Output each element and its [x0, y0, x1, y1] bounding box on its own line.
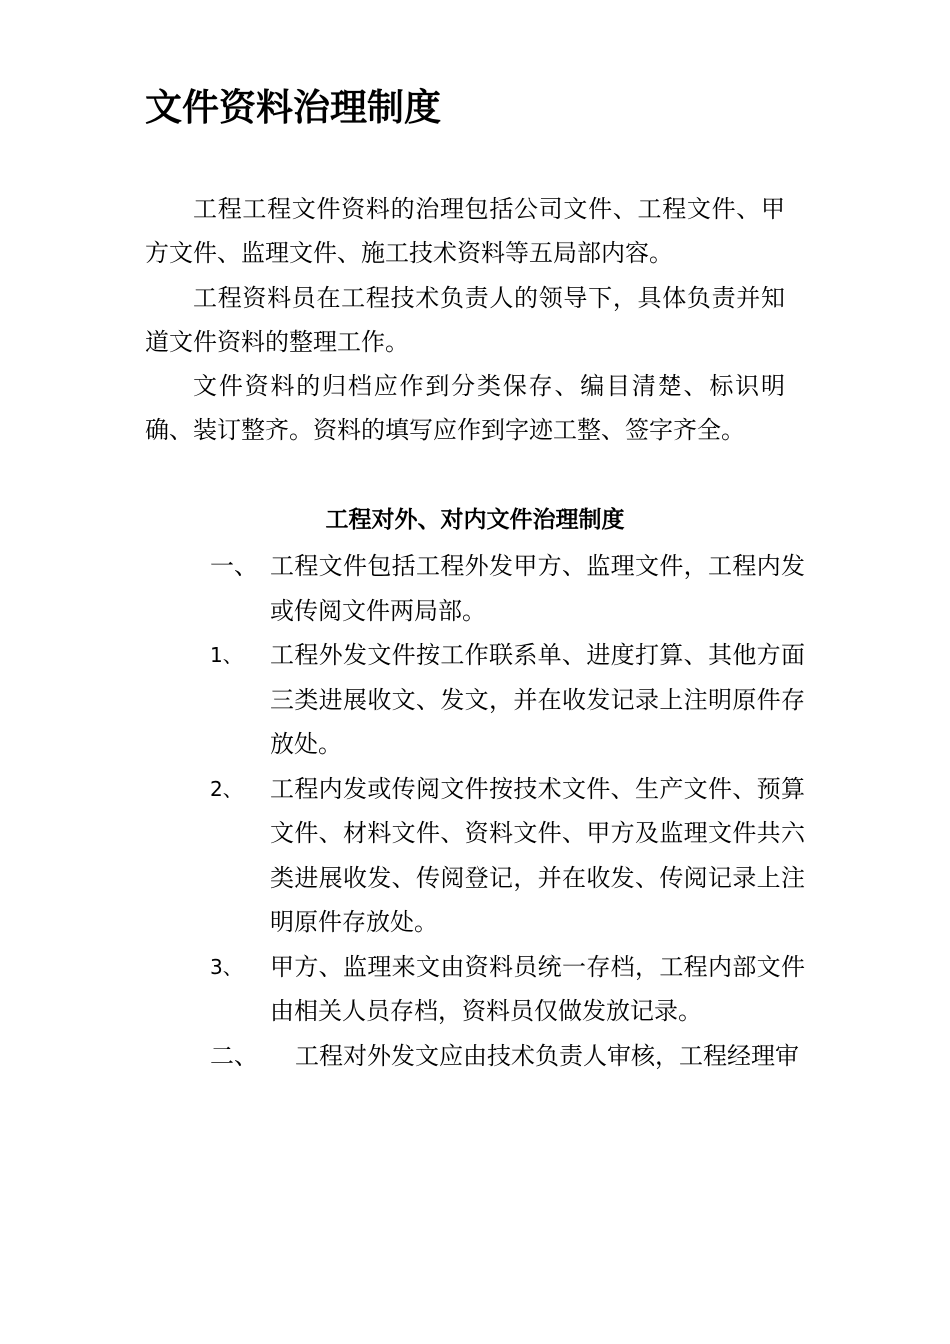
- rules-list: [210, 544, 805, 1078]
- list-item-marker: 1、: [210, 643, 243, 667]
- list-item-text: 工程内发或传阅文件按技术文件、生产文件、预算文件、材料文件、资料文件、甲方及监理文件共六类进展收发、传阅登记，并在收发、传阅记录上注明原件存放处。: [270, 774, 805, 936]
- intro-section: [145, 187, 785, 453]
- list-item: [210, 945, 805, 1034]
- list-item-marker: 二、: [210, 1041, 258, 1070]
- list-item: [210, 633, 805, 767]
- intro-paragraph: 文件资料的归档应作到分类保存、编目清楚、标识明确、装订整齐。资料的填写应作到字迹工整、签字齐全。: [145, 372, 785, 445]
- list-item: [210, 1034, 805, 1079]
- list-item-marker: 2、: [210, 776, 243, 801]
- list-item-text: 工程对外发文应由技术负责人审核，工程经理审: [295, 1041, 799, 1070]
- list-item: [210, 767, 805, 945]
- intro-paragraph: 工程工程文件资料的治理包括公司文件、工程文件、甲方文件、监理文件、施工技术资料等五局部内容。: [145, 195, 785, 268]
- list-item: [210, 544, 805, 633]
- intro-paragraph: 工程资料员在工程技术负责人的领导下，具体负责并知道文件资料的整理工作。: [145, 283, 785, 356]
- list-item-text: 甲方、监理来文由资料员统一存档，工程内部文件由相关人员存档，资料员仅做发放记录。: [270, 952, 805, 1025]
- document-title: 文件资料治理制度: [145, 86, 441, 129]
- section-title: 工程对外、对内文件治理制度: [325, 507, 625, 533]
- list-item-marker: 3、: [210, 954, 243, 979]
- list-item-text: 工程文件包括工程外发甲方、监理文件，工程内发或传阅文件两局部。: [270, 552, 805, 625]
- list-item-text: 工程外发文件按工作联系单、进度打算、其他方面三类进展收文、发文，并在收发记录上注明原件存放处。: [270, 641, 805, 758]
- list-item-marker: 一、: [210, 552, 258, 580]
